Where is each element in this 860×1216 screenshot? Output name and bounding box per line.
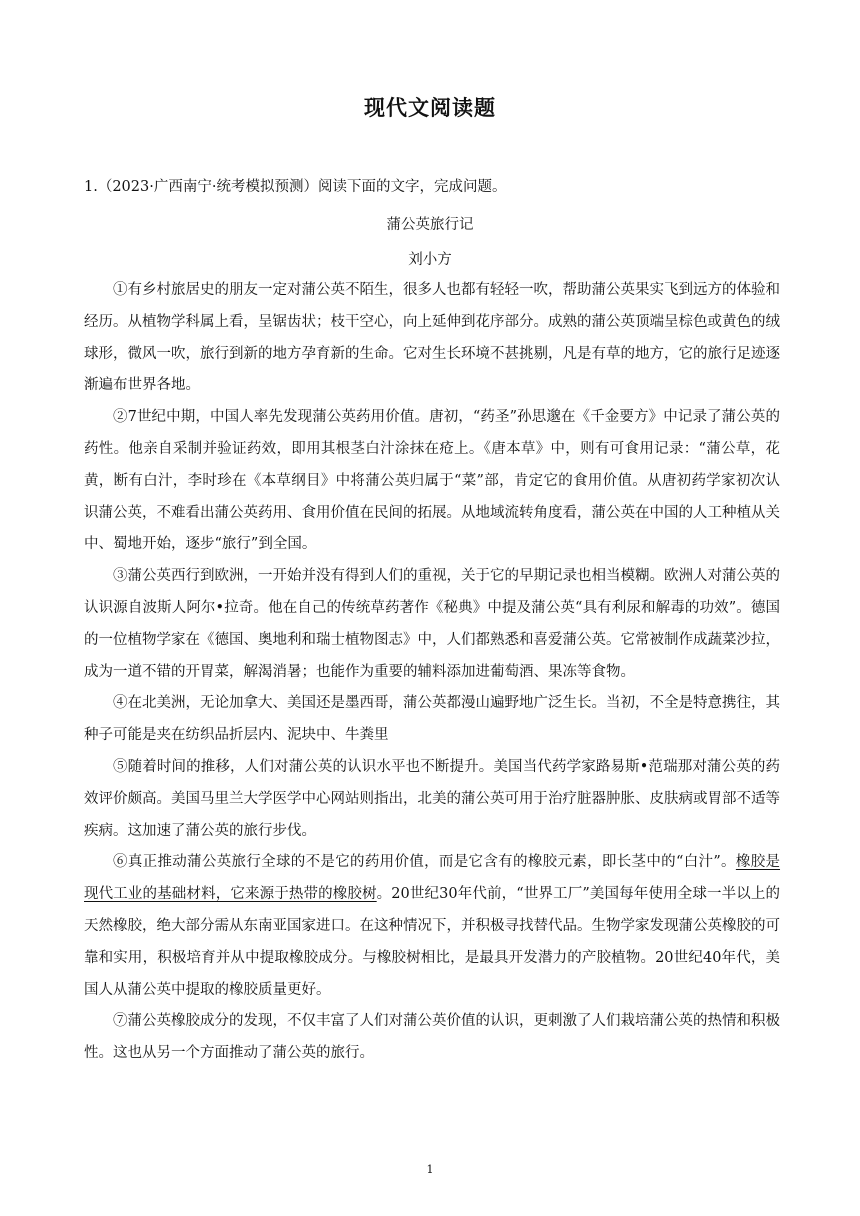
article-body	[84, 275, 780, 1070]
paragraph-2: ②7世纪中期，中国人率先发现蒲公英药用价值。唐初，“药圣”孙思邈在《千金要方》中记录了蒲公英的药性。他亲自采制并验证药效，即用其根茎白汁涂抹在疮上。《唐本草》中，则有可食用记录：“蒲公草，花黄，断有白汁，李时珍在《本草纲目》中将蒲公英归属于“菜”部，肯定它的食用价值。从唐初药学家初次认识蒲公英，不难看出蒲公英药用、食用价值在民间的拓展。从地域流转角度看，蒲公英在中国的人工种植从关中、蜀地开始，逐步“旅行”到全国。	[84, 409, 780, 553]
paragraph-6-rest: 。20世纪30年代前，“世界工厂”美国每年使用全球一半以上的天然橡胶，绝大部分需从东南亚国家进口。在这种情况下，并积极寻找替代品。生物学家发现蒲公英橡胶的可靠和实用，积极培育并从中提取橡胶成分。与橡胶树相比，是最具开发潜力的产胶植物。20世纪40年代，美国人从蒲公英中提取的橡胶质量更好。	[84, 886, 780, 998]
page-number: 1	[426, 1163, 434, 1176]
paragraph-7: ⑦蒲公英橡胶成分的发现，不仅丰富了人们对蒲公英价值的认识，更刺激了人们栽培蒲公英的热情和积极性。这也从另一个方面推动了蒲公英的旅行。	[84, 1013, 780, 1062]
article-title: 蒲公英旅行记	[386, 217, 474, 233]
paragraph-6-lead: ⑥真正推动蒲公英旅行全球的不是它的药用价值，而是它含有的橡胶元素，即长茎中的“白汁”。	[113, 854, 736, 871]
question-prompt: 1.（2023·广西南宁·统考模拟预测）阅读下面的文字，完成问题。	[84, 179, 507, 195]
paragraph-1: ①有乡村旅居史的朋友一定对蒲公英不陌生，很多人也都有轻轻一吹，帮助蒲公英果实飞到远方的体验和经历。从植物学科属上看，呈锯齿状；枝干空心，向上延伸到花序部分。成熟的蒲公英顶端呈棕色或黄色的绒球形，微风一吹，旅行到新的地方孕育新的生命。它对生长环境不甚挑剔，凡是有草的地方，它的旅行足迹逐渐遍布世界各地。	[84, 282, 780, 394]
paragraph-6	[84, 847, 780, 1006]
paragraph-5: ⑤随着时间的推移，人们对蒲公英的认识水平也不断提升。美国当代药学家路易斯•范瑞那对蒲公英的药效评价颇高。美国马里兰大学医学中心网站则指出，北美的蒲公英可用于治疗脏器肿胀、皮肤病或胃部不适等疾病。这加速了蒲公英的旅行步伐。	[84, 758, 780, 839]
page-title: 现代文阅读题	[364, 96, 496, 120]
paragraph-4: ④在北美洲，无论加拿大、美国还是墨西哥，蒲公英都漫山遍野地广泛生长。当初，不全是特意携往，其种子可能是夹在纺织品折层内、泥块中、牛粪里	[84, 695, 780, 744]
paragraph-3: ③蒲公英西行到欧洲，一开始并没有得到人们的重视，关于它的早期记录也相当模糊。欧洲人对蒲公英的认识源自波斯人阿尔•拉奇。他在自己的传统草药著作《秘典》中提及蒲公英“具有利尿和解毒的功效”。德国的一位植物学家在《德国、奥地利和瑞士植物图志》中，人们都熟悉和喜爱蒲公英。它常被制作成蔬菜沙拉，成为一道不错的开胃菜，解渴消暑；也能作为重要的辅料添加进葡萄酒、果冻等食物。	[84, 568, 780, 680]
article-author: 刘小方	[408, 252, 452, 268]
underlined-sentence: 橡胶是现代工业的基础材料，它来源于热带的橡胶树	[84, 854, 781, 903]
